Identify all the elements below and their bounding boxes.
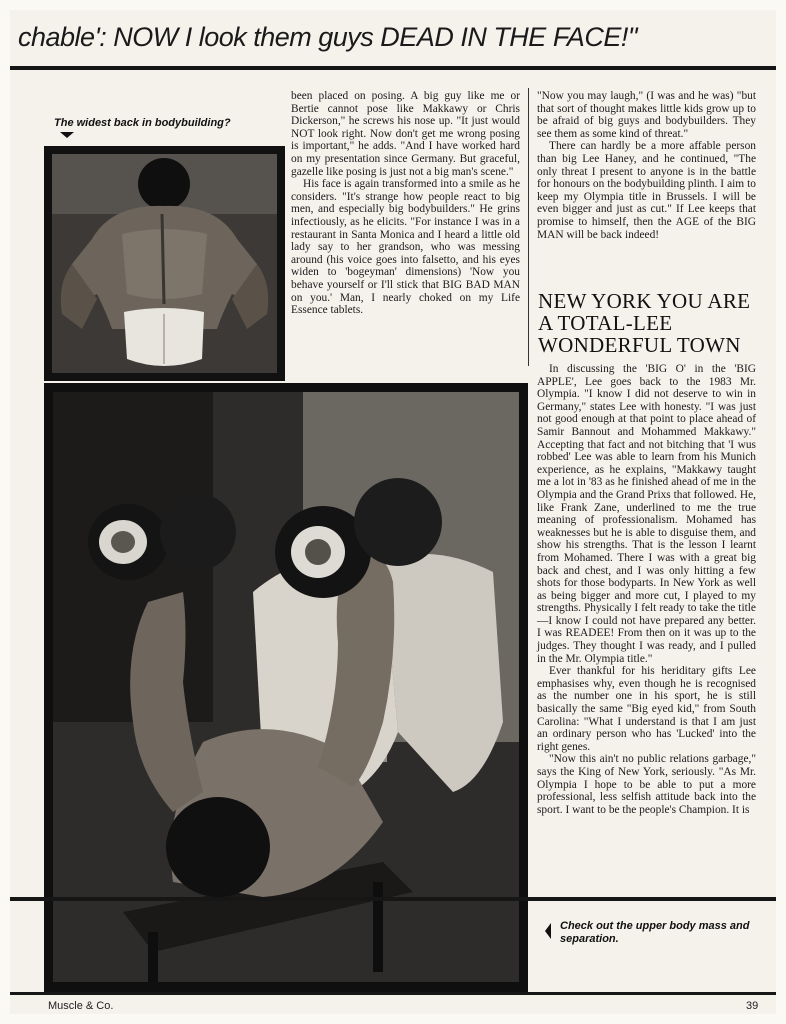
caption-back: The widest back in bodybuilding? — [54, 117, 231, 129]
photo-dumbbell-press — [44, 383, 528, 995]
article-column-3 — [537, 363, 756, 816]
article-paragraph: been placed on posing. A big guy like me or Bertie cannot pose like Makkawy or Chris Dickerson," he screws his nose up. "It just would NOT look right. Now don't get me wrong posing is important," he adds. "And I have worked hard on my presentation since Germany. But graceful, gazelle like posing is just not a big man's scene." — [291, 90, 520, 178]
headline: chable': NOW I look them guys DEAD IN THE FACE!" — [18, 22, 637, 52]
dumbbell-press-figure — [53, 392, 519, 982]
top-rule — [10, 66, 776, 70]
bottom-rule — [10, 992, 776, 995]
article-paragraph: "Now you may laugh," (I was and he was) "but that sort of thought makes little kids grow up to be afraid of big guys and bodybuilders. They see them as some kind of threat." — [537, 90, 756, 140]
middle-rule — [10, 897, 776, 901]
article-paragraph: There can hardly be a more affable person than big Lee Haney, and he continued, "The only threat I present to anyone is in the battle for honours on the bodybuilding plinth. I aim to keep my Olympia title in Brussels. I will be even bigger and just as cut." If Lee keeps that promise to himself, then the AGE of the BIG MAN will be back indeed! — [537, 140, 756, 241]
article-column-1 — [291, 90, 520, 317]
article-paragraph: In discussing the 'BIG O' in the 'BIG APPLE', Lee goes back to the 1983 Mr. Olympia. "I know I did not deserve to win in Germany," states Lee with honesty. "I was just not good enough at that point to place ahead of Samir Bannout and Mohammed Makkawy." Accepting that fact and not bitching that 'I wus robbed' Lee was able to learn from his Munich experience, as he explains, "Makkawy taught me a lot in '83 as he finished ahead of me in the Olympia and the Grand Prixs that followed. He, like Frank Zane, underlined to me the true meaning of professionalism. Mohamed has weaknesses but he is able to disguise them, and show his strengths. That is the lesson I learnt from Mohamed. There I was with a great big back and chest, and I was only hitting a few shots for those bodyparts. In New York as well as being bigger and more cut, I played to my strengths. Physically I felt ready to take the title—I know I could not have prepared any better. I was READEE! From then on it was up to the judges. They thought I was ready, and I pulled in the Mr. Olympia title." — [537, 363, 756, 665]
article-column-2 — [537, 90, 756, 241]
caption-upper-body: Check out the upper body mass and separation. — [560, 920, 750, 945]
article-paragraph: "Now this ain't no public relations garbage," says the King of New York, seriously. "As Mr. Olympia I hope to be able to put a more professional, less selfish attitude back into the sport. I want to be the people's Champion. It is — [537, 753, 756, 816]
publication-name: Muscle & Co. — [48, 1000, 114, 1012]
photo-back-pose — [44, 146, 285, 381]
back-pose-figure — [52, 154, 277, 373]
column-divider — [528, 88, 529, 366]
page-number: 39 — [746, 1000, 759, 1012]
caption-arrow-down-icon — [60, 132, 74, 138]
article-paragraph: His face is again transformed into a smile as he considers. "It's strange how people react to big men, and especially big bodybuilders." He grins infectiously, as he elicits. "For instance I was in a restaurant in Santa Monica and I heard a little old lady say to her grandson, who was messing around (his voice goes into falsetto, and his eyes widen to 'bogeyman' dimensions) 'Now you behave yourself or I'll stick that BIG BAD MAN on you.' Man, I nearly choked on my Life Essence tablets. — [291, 178, 520, 317]
caption-arrow-left-icon — [545, 923, 551, 939]
section-subhead: NEW YORK YOU ARE A TOTAL-LEE WONDERFUL TOWN — [538, 289, 751, 357]
article-paragraph: Ever thankful for his heriditary gifts Lee emphasises why, even though he is recognised as the number one in his sport, he is still basically the same "Big eyed kid," from South Carolina: "What I understand is that I am just an ordinary person who has 'Lucked' into the right genes. — [537, 665, 756, 753]
